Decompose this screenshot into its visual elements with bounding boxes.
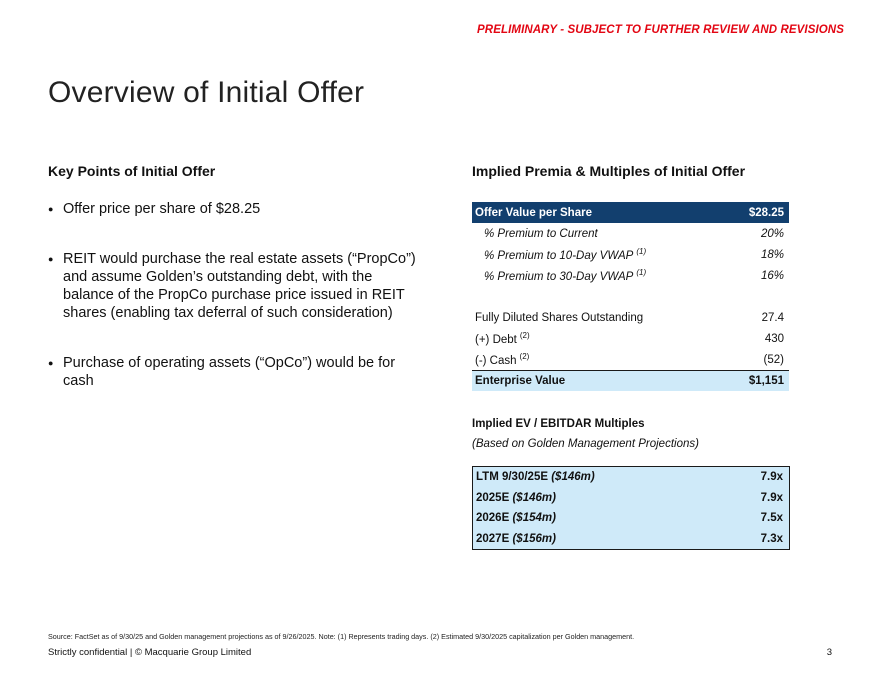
multiple-value: 7.9x [760, 491, 783, 504]
premium-value: 16% [760, 269, 784, 282]
multiple-value: 7.9x [760, 471, 783, 484]
bullet-propco: ● REIT would purchase the real estate assets (“PropCo”) and assume Golden’s outstanding debt, with the balance of the PropCo purchase price issued in REIT shares (enabling tax deferral of such consideration) [48, 250, 423, 322]
premium-label: % Premium to 30-Day VWAP [484, 270, 634, 283]
premia-heading: Implied Premia & Multiples of Initial Offer [472, 163, 746, 179]
premium-row [472, 244, 789, 265]
premium-label: % Premium to 10-Day VWAP [484, 249, 634, 262]
enterprise-value-row [472, 370, 789, 391]
offer-value-amount: $28.25 [748, 206, 784, 219]
multiple-ebitdar: ($146m) [512, 491, 556, 504]
ev-component-row [472, 349, 789, 370]
premia-table [472, 202, 789, 286]
bullet-opco: ● Purchase of operating assets (“OpCo”) would be for cash [48, 354, 423, 390]
multiples-subheading: (Based on Golden Management Projections) [472, 438, 699, 450]
ev-component-row [472, 328, 789, 349]
key-points-heading: Key Points of Initial Offer [48, 163, 216, 179]
footnote-ref: (1) [636, 268, 647, 278]
ev-component-value: 430 [764, 332, 784, 345]
multiple-row [473, 467, 789, 488]
multiple-row [473, 488, 789, 509]
multiples-table [472, 466, 790, 550]
premium-row [472, 223, 789, 244]
premium-label: % Premium to Current [484, 227, 598, 240]
ev-component-value: 27.4 [761, 311, 784, 324]
multiple-period: LTM 9/30/25E [476, 471, 549, 484]
key-points-list [48, 200, 423, 390]
enterprise-value-amount: $1,151 [748, 375, 784, 387]
offer-value-label: Offer Value per Share [475, 206, 592, 219]
multiple-ebitdar: ($146m) [551, 471, 595, 484]
page-number: 3 [826, 647, 832, 658]
preliminary-notice: PRELIMINARY - SUBJECT TO FURTHER REVIEW AND REVISIONS [477, 24, 844, 36]
multiple-row [473, 508, 789, 529]
page-title: Overview of Initial Offer [48, 76, 365, 109]
offer-value-row [472, 202, 789, 223]
ev-component-row [472, 307, 789, 328]
multiple-period: 2027E [476, 532, 510, 545]
premium-value: 18% [760, 248, 784, 261]
enterprise-value-table [472, 307, 789, 391]
multiple-value: 7.3x [760, 532, 783, 545]
multiples-heading: Implied EV / EBITDAR Multiples [472, 418, 645, 430]
multiple-period: 2025E [476, 491, 510, 504]
footnote-ref: (1) [636, 247, 647, 257]
multiple-period: 2026E [476, 512, 510, 525]
ev-component-label: (-) Cash [475, 354, 517, 367]
confidential-footer: Strictly confidential | © Macquarie Group Limited [48, 647, 252, 658]
ev-component-label: (+) Debt [475, 333, 517, 346]
enterprise-value-label: Enterprise Value [475, 375, 566, 387]
multiple-ebitdar: ($156m) [512, 532, 556, 545]
multiple-value: 7.5x [760, 512, 783, 525]
ev-component-label: Fully Diluted Shares Outstanding [475, 311, 644, 324]
ev-component-value: (52) [763, 353, 784, 366]
premium-value: 20% [760, 227, 784, 240]
multiple-row [473, 529, 789, 550]
source-note: Source: FactSet as of 9/30/25 and Golden management projections as of 9/26/2025. Note: (1) Represents trading days. (2) Estimated 9/30/2025 capitalization per Golden management. [48, 632, 635, 641]
multiple-ebitdar: ($154m) [512, 512, 556, 525]
footnote-ref: (2) [519, 331, 530, 341]
bullet-offer-price: ● Offer price per share of $28.25 [48, 200, 423, 218]
footnote-ref: (2) [519, 352, 530, 362]
premium-row [472, 265, 789, 286]
